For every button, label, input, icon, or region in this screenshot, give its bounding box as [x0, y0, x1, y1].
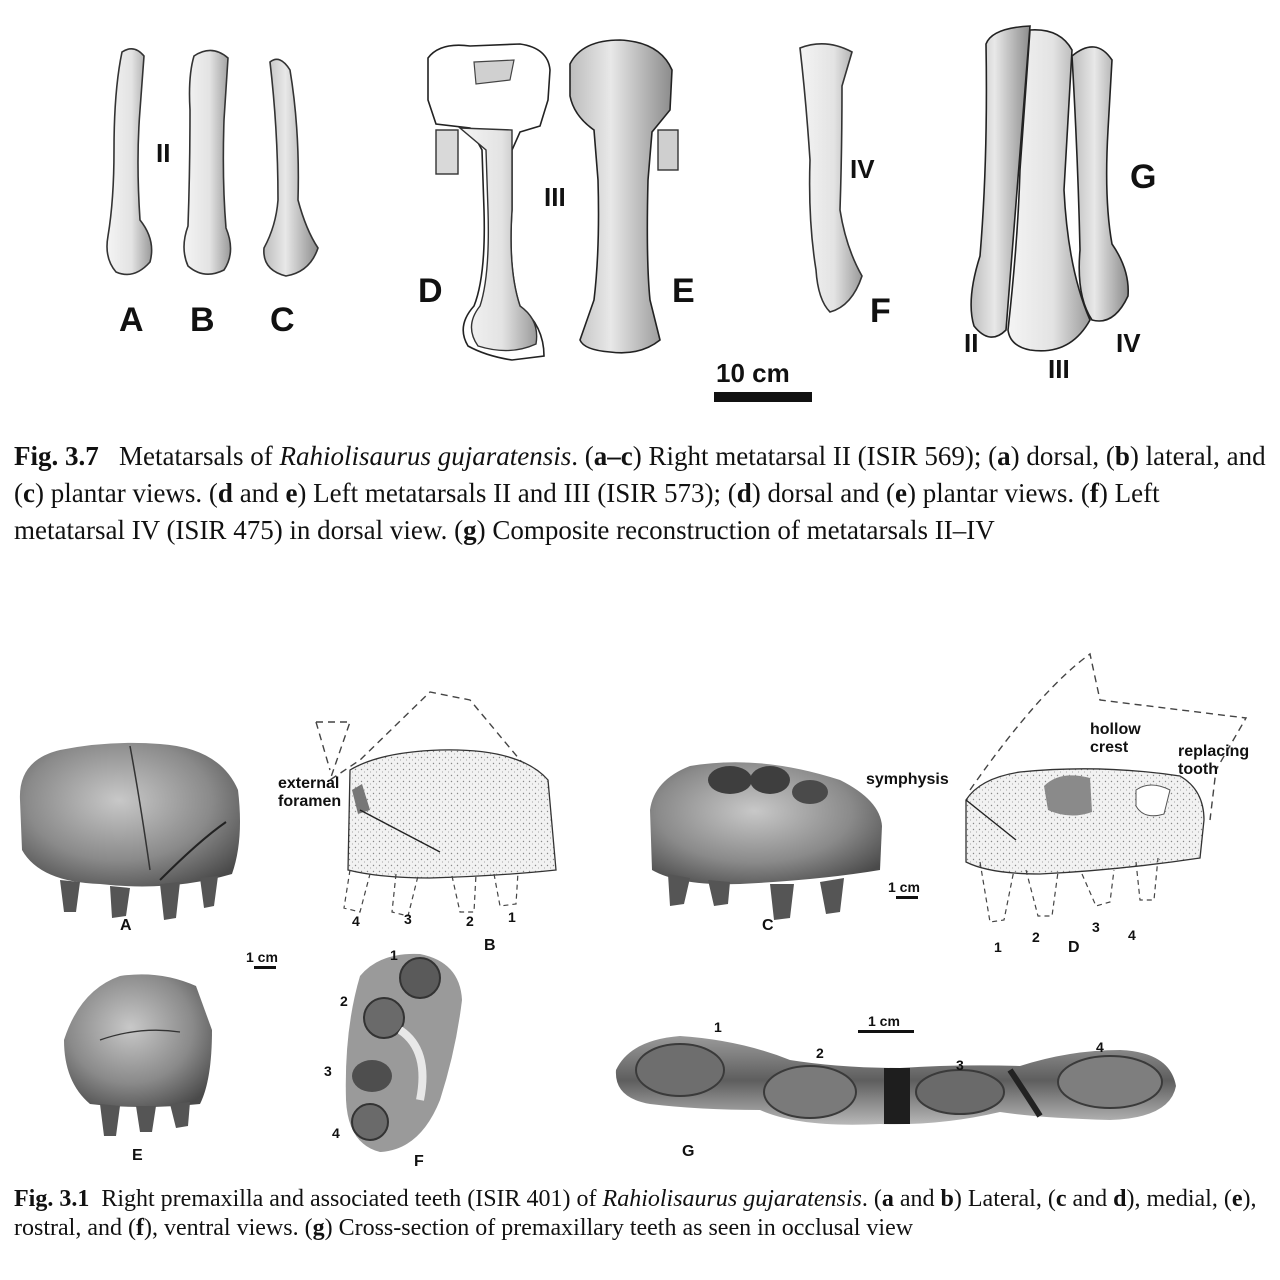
panel-e-label: E — [132, 1147, 143, 1164]
scale-bar-cd — [896, 896, 918, 899]
scale-bar-ab-label: 1 cm — [246, 949, 278, 965]
premaxilla-lateral-drawing — [316, 692, 556, 916]
hollow-crest-label-line-2: crest — [1090, 739, 1129, 756]
tooth-number-f2: 2 — [340, 993, 348, 1009]
panel-b-label: B — [484, 937, 496, 954]
external-foramen-label-line-2: foramen — [278, 793, 342, 810]
figure-3-7 — [0, 0, 1280, 600]
metatarsal-ii-plantar-drawing — [264, 59, 318, 276]
panel-c-label: C — [762, 917, 774, 934]
scale-bar-label: 10 cm — [716, 358, 790, 388]
tooth-number-b2: 2 — [466, 913, 474, 929]
scale-bar-g-label: 1 cm — [868, 1013, 900, 1029]
metatarsal-ii-label: II — [156, 138, 171, 168]
panel-f-label: F — [414, 1153, 424, 1170]
figure-3-7-artwork — [0, 0, 1280, 430]
panel-a-label: A — [120, 917, 132, 934]
metatarsal-iv-fragment-drawing — [658, 130, 678, 170]
reconstruction-iii-label: III — [1048, 354, 1070, 384]
figure-3-7-caption: Fig. 3.7 Metatarsals of Rahiolisaurus gujaratensis. (a–c) Right metatarsal II (ISIR 569); (a) dorsal, (b) lateral, and (c) plantar views. (d and e) Left metatarsals II and III (ISIR 573); (d) dorsal and (e) plantar views. (f) Left metatarsal IV (ISIR 475) in dorsal view. (g) Composite reconstruction of metatarsals II–IV — [14, 441, 1266, 545]
panel-d-label: D — [1068, 939, 1080, 956]
metatarsal-iii-dorsal-drawing — [460, 128, 537, 351]
metatarsal-iii-plantar-drawing — [570, 40, 672, 353]
tooth-number-f3: 3 — [324, 1063, 332, 1079]
panel-e-label: E — [672, 272, 695, 310]
premaxilla-ventral-photo — [346, 954, 462, 1152]
tooth-number-b1: 1 — [508, 909, 516, 925]
figure-3-1-artwork — [0, 630, 1280, 1170]
tooth-number-g2: 2 — [816, 1045, 824, 1061]
tooth-number-d1: 1 — [994, 939, 1002, 955]
scale-bar-cd-label: 1 cm — [888, 879, 920, 895]
panel-g-label: G — [1130, 158, 1157, 196]
tooth-number-g1: 1 — [714, 1019, 722, 1035]
scale-bar-ab — [254, 966, 276, 969]
tooth-number-b3: 3 — [404, 911, 412, 927]
tooth-number-g4: 4 — [1096, 1039, 1104, 1055]
hollow-crest-label-line-1: hollow — [1090, 721, 1141, 738]
tooth-number-d3: 3 — [1092, 919, 1100, 935]
replacing-tooth-label-line-1: replacing — [1178, 743, 1250, 760]
symphysis-label: symphysis — [866, 771, 949, 788]
premaxilla-rostral-photo — [64, 974, 212, 1136]
external-foramen-label-line-1: external — [278, 775, 340, 792]
panel-f-label: F — [870, 292, 891, 330]
figure-3-1 — [0, 630, 1280, 1280]
premaxilla-lateral-photo — [20, 743, 240, 920]
tooth-number-d2: 2 — [1032, 929, 1040, 945]
metatarsal-ii-lateral-drawing — [184, 50, 231, 274]
premaxillary-teeth-occlusal-photo — [616, 1036, 1176, 1125]
panel-a-label: A — [119, 301, 144, 339]
tooth-number-b4: 4 — [352, 913, 360, 929]
metatarsal-iv-label: IV — [850, 154, 875, 184]
reconstruction-iv-label: IV — [1116, 328, 1141, 358]
replacing-tooth-label-line-2: tooth — [1178, 761, 1218, 778]
tooth-number-g3: 3 — [956, 1057, 964, 1073]
panel-g-label: G — [682, 1143, 695, 1160]
metatarsal-ii-fragment-drawing — [436, 130, 458, 174]
metatarsal-ii-dorsal-drawing — [107, 49, 152, 275]
scale-bar — [714, 392, 812, 402]
panel-c-label: C — [270, 301, 295, 339]
reconstruction-ii-label: II — [964, 328, 979, 358]
tooth-number-f4: 4 — [332, 1125, 340, 1141]
tooth-number-f1: 1 — [390, 947, 398, 963]
metatarsals-ii-iv-reconstruction-drawing — [971, 26, 1128, 351]
metatarsal-iii-label: III — [544, 182, 566, 212]
tooth-number-d4: 4 — [1128, 927, 1136, 943]
figure-3-1-caption: Fig. 3.1 Right premaxilla and associated teeth (ISIR 401) of Rahiolisaurus gujaratensis. (a and b) Lateral, (c and d), medial, (e), rostral, and (f), ventral views. (g) Cross-section of premaxillary teeth as seen in occlusal view — [14, 1186, 1257, 1241]
scale-bar-g — [858, 1030, 914, 1033]
articular-facet-drawing — [474, 60, 514, 84]
panel-d-label: D — [418, 272, 443, 310]
panel-b-label: B — [190, 301, 215, 339]
premaxilla-medial-drawing — [966, 654, 1246, 922]
premaxilla-medial-photo — [650, 762, 882, 920]
